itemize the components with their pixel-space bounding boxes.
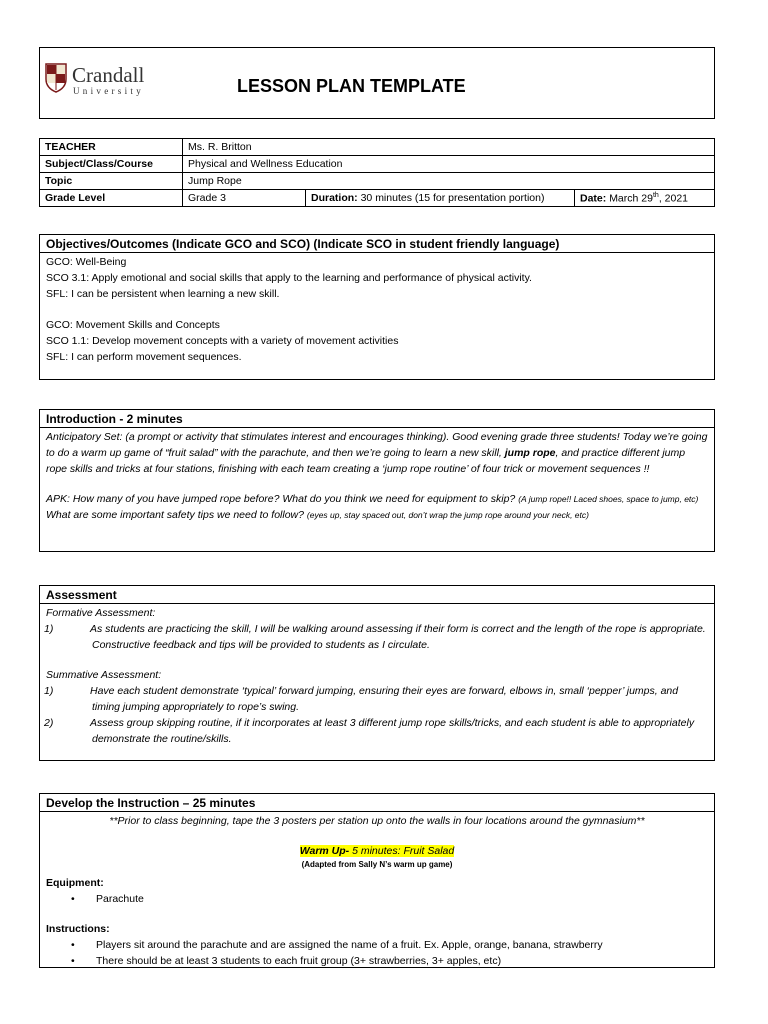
subject-value: Physical and Wellness Education: [183, 156, 715, 173]
anticipatory-set: [46, 429, 708, 477]
duration-value: 30 minutes (15 for presentation portion): [360, 192, 545, 204]
apk-answer: (A jump rope!! Laced shoes, space to jump, etc): [518, 494, 699, 504]
logo-subtitle: University: [73, 86, 144, 96]
instruction-body: [40, 812, 714, 970]
page-title: LESSON PLAN TEMPLATE: [237, 76, 466, 96]
duration-cell: [306, 190, 575, 207]
prior-note: **Prior to class beginning, tape the 3 posters per station up onto the walls in four locations around the gymnasium**: [109, 815, 645, 827]
sco-2: SCO 1.1: Develop movement concepts with a variety of movement activities: [46, 335, 399, 347]
date-cell: [575, 190, 715, 207]
introduction-heading: Introduction - 2 minutes: [40, 410, 714, 428]
gco-2: GCO: Movement Skills and Concepts: [46, 319, 220, 331]
teacher-value: Ms. R. Britton: [183, 139, 715, 156]
info-table: [39, 138, 715, 207]
list-text: As students are practicing the skill, I will be walking around assessing if their form is correct and the length of the rope is appropriate. Constructive feedback and tips will be provided to students as I circulate.: [90, 623, 706, 651]
sfl-1: SFL: I can be persistent when learning a new skill.: [46, 288, 280, 300]
formative-label: Formative Assessment:: [46, 607, 156, 619]
assessment-section: [39, 585, 715, 761]
sco-1: SCO 3.1: Apply emotional and social skills that apply to the learning and performance of physical activity.: [46, 272, 532, 284]
grade-label: Grade Level: [40, 190, 183, 207]
list-text: Have each student demonstrate ‘typical’ forward jumping, ensuring their eyes are forward, elbows in, small ‘pepper’ jumps, and timing jumping appropriately to rope’s swing.: [90, 685, 679, 713]
anticipatory-text-end: , and practice different jump rope skills and tricks at four stations, finishing with each team creating a ‘jump rope routine’ of four trick or movement sequences !!: [46, 447, 686, 475]
teacher-label: TEACHER: [40, 139, 183, 156]
instructions-label: Instructions:: [46, 923, 110, 935]
assessment-body: [40, 604, 714, 748]
date-suffix: th: [652, 191, 659, 199]
objectives-body: [40, 253, 714, 366]
table-row: [40, 139, 715, 156]
topic-value: Jump Rope: [183, 173, 715, 190]
date-year: , 2021: [658, 192, 689, 205]
instruction-heading: Develop the Instruction – 25 minutes: [40, 794, 714, 812]
list-number: 1): [44, 685, 54, 697]
instruction-section: [39, 793, 715, 968]
list-text: Assess group skipping routine, if it incorporates at least 3 different jump rope skills/tricks, and each student is able to appropriately demonstrate the routine/skills.: [90, 717, 695, 745]
warm-up-label: Warm Up-: [299, 845, 350, 857]
crest-icon: [45, 63, 67, 93]
anticipatory-text: Anticipatory Set: (a prompt or activity that stimulates interest and encourages thinking). Good evening grade three students! Today we’re going to do a warm up game of “fruit salad” with the parachute, and then we’re going to learn a new skill,: [46, 431, 708, 459]
adapted-note: (Adapted from Sally N’s warm up game): [301, 860, 453, 869]
summative-label: Summative Assessment:: [46, 669, 162, 681]
grade-value: Grade 3: [183, 190, 306, 207]
subject-label: Subject/Class/Course: [40, 156, 183, 173]
list-item: • Parachute: [46, 891, 708, 907]
introduction-body: [40, 428, 714, 524]
safety-question: What are some important safety tips we need to follow?: [46, 509, 304, 521]
safety-answer: (eyes up, stay spaced out, don’t wrap the jump rope around your neck, etc): [306, 510, 589, 520]
logo-name: Crandall: [72, 63, 145, 87]
objectives-section: [39, 234, 715, 380]
topic-label: Topic: [40, 173, 183, 190]
list-number: 2): [44, 717, 54, 729]
gco-1: GCO: Well-Being: [46, 256, 127, 268]
duration-label: Duration:: [311, 192, 358, 204]
crandall-logo: [45, 60, 175, 100]
table-row: [40, 173, 715, 190]
sfl-2: SFL: I can perform movement sequences.: [46, 351, 242, 363]
table-row: [40, 156, 715, 173]
warm-up-detail: 5 minutes: Fruit Salad: [349, 845, 455, 857]
introduction-section: [39, 409, 715, 552]
list-item: [46, 683, 708, 715]
date-label: Date:: [580, 192, 607, 205]
date-value: March 29: [609, 192, 653, 205]
equipment-label: Equipment:: [46, 877, 104, 889]
apk-paragraph: [46, 491, 708, 523]
list-item: • There should be at least 3 students to each fruit group (3+ strawberries, 3+ apples, etc): [46, 953, 708, 969]
apk-question: APK: How many of you have jumped rope before? What do you think we need for equipment to skip?: [46, 493, 516, 505]
list-item: [46, 621, 708, 653]
jump-rope-emphasis: jump rope: [504, 447, 556, 459]
list-item: • Players sit around the parachute and are assigned the name of a fruit. Ex. Apple, orange, banana, strawberry: [46, 937, 708, 953]
warm-up-title: [46, 843, 708, 859]
assessment-heading: Assessment: [40, 586, 714, 604]
list-item: [46, 715, 708, 747]
objectives-heading: Objectives/Outcomes (Indicate GCO and SCO) (Indicate SCO in student friendly language): [40, 235, 714, 253]
list-number: 1): [44, 623, 54, 635]
table-row: [40, 190, 715, 207]
